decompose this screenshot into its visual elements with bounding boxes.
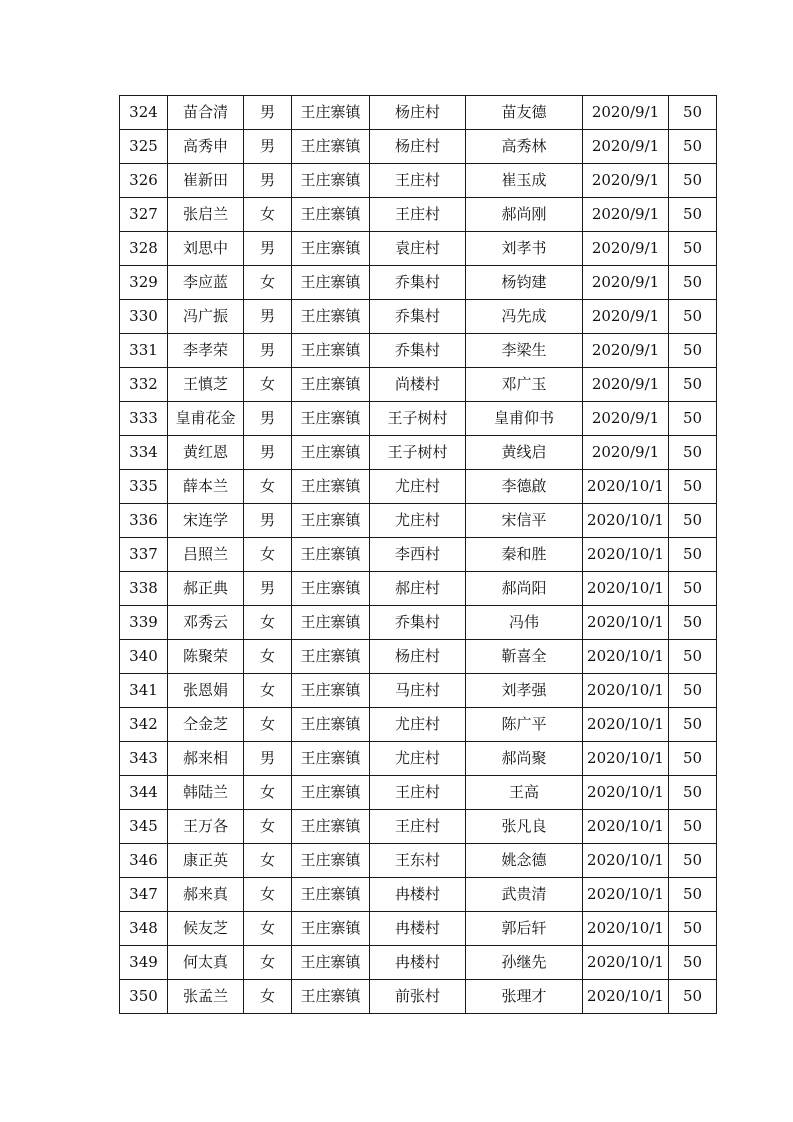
town-cell: 王庄寨镇: [292, 844, 370, 878]
payee-cell: 张凡良: [466, 810, 583, 844]
gender-cell: 女: [244, 674, 292, 708]
table-row: [120, 402, 717, 436]
gender-cell: 女: [244, 640, 292, 674]
town-cell: 王庄寨镇: [292, 674, 370, 708]
table-row: [120, 572, 717, 606]
name-cell: 高秀申: [168, 130, 244, 164]
town-cell: 王庄寨镇: [292, 946, 370, 980]
gender-cell: 女: [244, 912, 292, 946]
name-cell: 韩陆兰: [168, 776, 244, 810]
gender-cell: 女: [244, 606, 292, 640]
village-cell: 王庄村: [370, 776, 466, 810]
village-cell: 乔集村: [370, 266, 466, 300]
table-row: [120, 776, 717, 810]
payee-cell: 刘孝强: [466, 674, 583, 708]
amount-cell: 50: [669, 538, 717, 572]
payee-cell: 高秀林: [466, 130, 583, 164]
name-cell: 皇甫花金: [168, 402, 244, 436]
payee-cell: 冯先成: [466, 300, 583, 334]
village-cell: 袁庄村: [370, 232, 466, 266]
village-cell: 冉楼村: [370, 878, 466, 912]
amount-cell: 50: [669, 776, 717, 810]
name-cell: 候友芝: [168, 912, 244, 946]
table-row: [120, 946, 717, 980]
gender-cell: 女: [244, 810, 292, 844]
name-cell: 郝正典: [168, 572, 244, 606]
date-cell: 2020/9/1: [583, 300, 669, 334]
payee-cell: 李德啟: [466, 470, 583, 504]
name-cell: 张孟兰: [168, 980, 244, 1014]
serial-number-cell: 345: [120, 810, 168, 844]
payee-cell: 苗友德: [466, 96, 583, 130]
payee-cell: 王高: [466, 776, 583, 810]
village-cell: 王子树村: [370, 436, 466, 470]
date-cell: 2020/9/1: [583, 436, 669, 470]
payee-cell: 郝尚阳: [466, 572, 583, 606]
payee-cell: 李梁生: [466, 334, 583, 368]
village-cell: 郝庄村: [370, 572, 466, 606]
payee-cell: 杨钧建: [466, 266, 583, 300]
payee-cell: 张理才: [466, 980, 583, 1014]
town-cell: 王庄寨镇: [292, 266, 370, 300]
amount-cell: 50: [669, 96, 717, 130]
village-cell: 王东村: [370, 844, 466, 878]
serial-number-cell: 325: [120, 130, 168, 164]
town-cell: 王庄寨镇: [292, 334, 370, 368]
amount-cell: 50: [669, 164, 717, 198]
gender-cell: 男: [244, 742, 292, 776]
gender-cell: 女: [244, 538, 292, 572]
table-row: [120, 708, 717, 742]
town-cell: 王庄寨镇: [292, 504, 370, 538]
amount-cell: 50: [669, 742, 717, 776]
serial-number-cell: 331: [120, 334, 168, 368]
serial-number-cell: 337: [120, 538, 168, 572]
serial-number-cell: 333: [120, 402, 168, 436]
payee-cell: 刘孝书: [466, 232, 583, 266]
serial-number-cell: 341: [120, 674, 168, 708]
date-cell: 2020/10/1: [583, 946, 669, 980]
town-cell: 王庄寨镇: [292, 164, 370, 198]
name-cell: 王万各: [168, 810, 244, 844]
amount-cell: 50: [669, 878, 717, 912]
serial-number-cell: 328: [120, 232, 168, 266]
village-cell: 尤庄村: [370, 470, 466, 504]
gender-cell: 女: [244, 368, 292, 402]
gender-cell: 女: [244, 878, 292, 912]
gender-cell: 男: [244, 436, 292, 470]
village-cell: 尤庄村: [370, 504, 466, 538]
amount-cell: 50: [669, 436, 717, 470]
name-cell: 邓秀云: [168, 606, 244, 640]
gender-cell: 男: [244, 232, 292, 266]
payee-cell: 崔玉成: [466, 164, 583, 198]
payee-cell: 武贵清: [466, 878, 583, 912]
name-cell: 苗合清: [168, 96, 244, 130]
amount-cell: 50: [669, 198, 717, 232]
name-cell: 郝来相: [168, 742, 244, 776]
date-cell: 2020/10/1: [583, 708, 669, 742]
village-cell: 王庄村: [370, 164, 466, 198]
town-cell: 王庄寨镇: [292, 776, 370, 810]
date-cell: 2020/10/1: [583, 538, 669, 572]
date-cell: 2020/10/1: [583, 606, 669, 640]
amount-cell: 50: [669, 606, 717, 640]
table-row: [120, 878, 717, 912]
table-row: [120, 606, 717, 640]
amount-cell: 50: [669, 300, 717, 334]
village-cell: 杨庄村: [370, 640, 466, 674]
town-cell: 王庄寨镇: [292, 130, 370, 164]
town-cell: 王庄寨镇: [292, 300, 370, 334]
payee-cell: 陈广平: [466, 708, 583, 742]
amount-cell: 50: [669, 674, 717, 708]
date-cell: 2020/10/1: [583, 980, 669, 1014]
town-cell: 王庄寨镇: [292, 232, 370, 266]
date-cell: 2020/10/1: [583, 810, 669, 844]
gender-cell: 女: [244, 470, 292, 504]
gender-cell: 男: [244, 130, 292, 164]
table-row: [120, 130, 717, 164]
gender-cell: 男: [244, 572, 292, 606]
date-cell: 2020/10/1: [583, 640, 669, 674]
town-cell: 王庄寨镇: [292, 912, 370, 946]
serial-number-cell: 339: [120, 606, 168, 640]
table-row: [120, 300, 717, 334]
serial-number-cell: 347: [120, 878, 168, 912]
date-cell: 2020/9/1: [583, 96, 669, 130]
table-row: [120, 266, 717, 300]
serial-number-cell: 343: [120, 742, 168, 776]
date-cell: 2020/9/1: [583, 402, 669, 436]
amount-cell: 50: [669, 946, 717, 980]
serial-number-cell: 344: [120, 776, 168, 810]
amount-cell: 50: [669, 130, 717, 164]
table-row: [120, 674, 717, 708]
payee-cell: 郝尚聚: [466, 742, 583, 776]
roster-table-body: [120, 96, 717, 1014]
amount-cell: 50: [669, 572, 717, 606]
payee-cell: 皇甫仰书: [466, 402, 583, 436]
payee-cell: 郝尚刚: [466, 198, 583, 232]
gender-cell: 男: [244, 300, 292, 334]
village-cell: 冉楼村: [370, 912, 466, 946]
village-cell: 乔集村: [370, 300, 466, 334]
table-row: [120, 742, 717, 776]
table-row: [120, 844, 717, 878]
payee-cell: 宋信平: [466, 504, 583, 538]
serial-number-cell: 350: [120, 980, 168, 1014]
table-row: [120, 96, 717, 130]
table-row: [120, 232, 717, 266]
date-cell: 2020/10/1: [583, 912, 669, 946]
village-cell: 王庄村: [370, 810, 466, 844]
table-row: [120, 504, 717, 538]
name-cell: 陈聚荣: [168, 640, 244, 674]
town-cell: 王庄寨镇: [292, 538, 370, 572]
serial-number-cell: 348: [120, 912, 168, 946]
name-cell: 何太真: [168, 946, 244, 980]
date-cell: 2020/10/1: [583, 572, 669, 606]
village-cell: 马庄村: [370, 674, 466, 708]
name-cell: 崔新田: [168, 164, 244, 198]
town-cell: 王庄寨镇: [292, 96, 370, 130]
amount-cell: 50: [669, 912, 717, 946]
village-cell: 王子树村: [370, 402, 466, 436]
name-cell: 宋连学: [168, 504, 244, 538]
gender-cell: 女: [244, 776, 292, 810]
village-cell: 前张村: [370, 980, 466, 1014]
table-row: [120, 334, 717, 368]
name-cell: 刘思中: [168, 232, 244, 266]
payee-cell: 孙继先: [466, 946, 583, 980]
town-cell: 王庄寨镇: [292, 878, 370, 912]
table-row: [120, 470, 717, 504]
amount-cell: 50: [669, 844, 717, 878]
town-cell: 王庄寨镇: [292, 470, 370, 504]
gender-cell: 女: [244, 946, 292, 980]
name-cell: 李应蓝: [168, 266, 244, 300]
table-row: [120, 980, 717, 1014]
name-cell: 薛本兰: [168, 470, 244, 504]
payee-cell: 邓广玉: [466, 368, 583, 402]
name-cell: 仝金芝: [168, 708, 244, 742]
serial-number-cell: 346: [120, 844, 168, 878]
name-cell: 郝来真: [168, 878, 244, 912]
name-cell: 黄红恩: [168, 436, 244, 470]
payee-cell: 郭后轩: [466, 912, 583, 946]
gender-cell: 女: [244, 844, 292, 878]
date-cell: 2020/10/1: [583, 776, 669, 810]
payee-cell: 冯伟: [466, 606, 583, 640]
village-cell: 李西村: [370, 538, 466, 572]
amount-cell: 50: [669, 368, 717, 402]
gender-cell: 男: [244, 96, 292, 130]
gender-cell: 男: [244, 402, 292, 436]
table-row: [120, 538, 717, 572]
amount-cell: 50: [669, 232, 717, 266]
date-cell: 2020/10/1: [583, 844, 669, 878]
date-cell: 2020/10/1: [583, 878, 669, 912]
amount-cell: 50: [669, 504, 717, 538]
town-cell: 王庄寨镇: [292, 742, 370, 776]
date-cell: 2020/9/1: [583, 198, 669, 232]
town-cell: 王庄寨镇: [292, 980, 370, 1014]
amount-cell: 50: [669, 334, 717, 368]
amount-cell: 50: [669, 810, 717, 844]
date-cell: 2020/9/1: [583, 130, 669, 164]
payee-cell: 靳喜全: [466, 640, 583, 674]
payee-cell: 秦和胜: [466, 538, 583, 572]
amount-cell: 50: [669, 266, 717, 300]
village-cell: 尤庄村: [370, 708, 466, 742]
serial-number-cell: 327: [120, 198, 168, 232]
town-cell: 王庄寨镇: [292, 368, 370, 402]
serial-number-cell: 342: [120, 708, 168, 742]
gender-cell: 男: [244, 504, 292, 538]
serial-number-cell: 332: [120, 368, 168, 402]
village-cell: 杨庄村: [370, 96, 466, 130]
gender-cell: 男: [244, 164, 292, 198]
date-cell: 2020/9/1: [583, 164, 669, 198]
amount-cell: 50: [669, 470, 717, 504]
serial-number-cell: 336: [120, 504, 168, 538]
table-row: [120, 436, 717, 470]
name-cell: 康正英: [168, 844, 244, 878]
gender-cell: 女: [244, 708, 292, 742]
village-cell: 乔集村: [370, 606, 466, 640]
serial-number-cell: 329: [120, 266, 168, 300]
amount-cell: 50: [669, 980, 717, 1014]
table-row: [120, 912, 717, 946]
town-cell: 王庄寨镇: [292, 606, 370, 640]
table-row: [120, 198, 717, 232]
roster-table: [119, 95, 717, 1014]
date-cell: 2020/10/1: [583, 742, 669, 776]
town-cell: 王庄寨镇: [292, 708, 370, 742]
table-row: [120, 810, 717, 844]
name-cell: 冯广振: [168, 300, 244, 334]
date-cell: 2020/10/1: [583, 674, 669, 708]
serial-number-cell: 340: [120, 640, 168, 674]
town-cell: 王庄寨镇: [292, 198, 370, 232]
date-cell: 2020/9/1: [583, 266, 669, 300]
town-cell: 王庄寨镇: [292, 572, 370, 606]
town-cell: 王庄寨镇: [292, 436, 370, 470]
gender-cell: 男: [244, 334, 292, 368]
table-row: [120, 368, 717, 402]
amount-cell: 50: [669, 402, 717, 436]
payee-cell: 姚念德: [466, 844, 583, 878]
name-cell: 张恩娟: [168, 674, 244, 708]
town-cell: 王庄寨镇: [292, 402, 370, 436]
amount-cell: 50: [669, 708, 717, 742]
name-cell: 王慎芝: [168, 368, 244, 402]
date-cell: 2020/9/1: [583, 232, 669, 266]
town-cell: 王庄寨镇: [292, 640, 370, 674]
village-cell: 王庄村: [370, 198, 466, 232]
payee-cell: 黄线启: [466, 436, 583, 470]
village-cell: 乔集村: [370, 334, 466, 368]
village-cell: 尚楼村: [370, 368, 466, 402]
gender-cell: 女: [244, 198, 292, 232]
gender-cell: 女: [244, 980, 292, 1014]
date-cell: 2020/9/1: [583, 368, 669, 402]
serial-number-cell: 326: [120, 164, 168, 198]
town-cell: 王庄寨镇: [292, 810, 370, 844]
date-cell: 2020/9/1: [583, 334, 669, 368]
amount-cell: 50: [669, 640, 717, 674]
date-cell: 2020/10/1: [583, 470, 669, 504]
serial-number-cell: 338: [120, 572, 168, 606]
name-cell: 张启兰: [168, 198, 244, 232]
serial-number-cell: 330: [120, 300, 168, 334]
village-cell: 杨庄村: [370, 130, 466, 164]
name-cell: 吕照兰: [168, 538, 244, 572]
table-row: [120, 164, 717, 198]
gender-cell: 女: [244, 266, 292, 300]
serial-number-cell: 335: [120, 470, 168, 504]
village-cell: 尤庄村: [370, 742, 466, 776]
serial-number-cell: 324: [120, 96, 168, 130]
serial-number-cell: 334: [120, 436, 168, 470]
village-cell: 冉楼村: [370, 946, 466, 980]
serial-number-cell: 349: [120, 946, 168, 980]
table-row: [120, 640, 717, 674]
name-cell: 李孝荣: [168, 334, 244, 368]
date-cell: 2020/10/1: [583, 504, 669, 538]
